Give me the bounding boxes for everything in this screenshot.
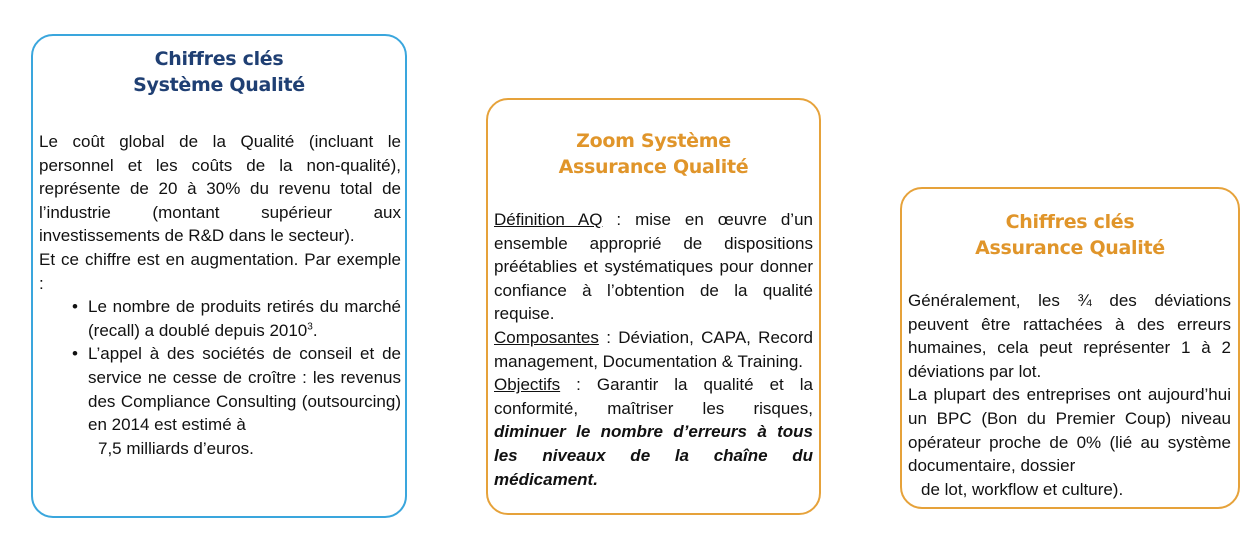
card-body bbox=[908, 289, 1231, 501]
paragraph-bpc bbox=[908, 383, 1231, 501]
card-title-line1: Zoom Système bbox=[576, 130, 731, 152]
bpc-last-line: de lot, workflow et culture). bbox=[921, 479, 1124, 499]
list-item-last-line: 7,5 milliards d’euros. bbox=[98, 438, 254, 458]
card-body bbox=[39, 130, 401, 460]
card-title bbox=[488, 128, 819, 180]
list-item-text: L’appel à des sociétés de conseil et de service ne cesse de croître : les revenus des Compliance Consulting (outsourcing) en 2014 est estimé à bbox=[88, 344, 401, 435]
paragraph-augmentation: Et ce chiffre est en augmentation. Par exemple : bbox=[39, 249, 401, 293]
card-title-line1: Chiffres clés bbox=[1005, 211, 1135, 233]
list-item-text: Le nombre de produits retirés du marché (recall) a doublé depuis 2010 bbox=[88, 297, 401, 340]
bpc-text: La plupart des entreprises ont aujourd’hui un BPC (Bon du Premier Coup) niveau opérateur proche de 0% (lié au système documentaire, dossier bbox=[908, 385, 1231, 476]
bullet-icon: • bbox=[72, 344, 78, 364]
bullet-icon: • bbox=[72, 297, 78, 317]
list-item-recall bbox=[39, 295, 401, 342]
list-item-conseil bbox=[39, 342, 401, 460]
card-title-line2: Assurance Qualité bbox=[558, 156, 749, 178]
card-body bbox=[494, 208, 813, 491]
composantes-text: : Déviation, CAPA, Record management, Documentation & Training. bbox=[494, 327, 813, 371]
definition-label: Définition AQ bbox=[494, 210, 603, 229]
paragraph-definition bbox=[494, 208, 813, 326]
card-title-line1: Chiffres clés bbox=[154, 48, 284, 70]
bullet-list bbox=[39, 295, 401, 460]
paragraph-composantes bbox=[494, 326, 813, 373]
card-title-line2: Assurance Qualité bbox=[975, 237, 1165, 259]
list-item-end: . bbox=[312, 320, 318, 340]
definition-text: : mise en œuvre d’un ensemble approprié de dispositions préétablies et systématiques pour donner confiance à l’obtention de la qualité requise. bbox=[494, 210, 813, 324]
paragraph-cout-global: Le coût global de la Qualité (incluant le personnel et les coûts de la non-qualité), représente de 20 à 30% du revenu total de l’industrie (montant supérieur aux investissements de R&D dans le secteur). bbox=[39, 132, 401, 246]
composantes-label: Composantes bbox=[494, 327, 599, 347]
card-chiffres-assurance-qualite bbox=[900, 187, 1240, 509]
objectifs-label: Objectifs bbox=[494, 375, 561, 395]
footnote-ref: 3 bbox=[307, 321, 313, 333]
card-systeme-qualite bbox=[31, 34, 407, 518]
card-title bbox=[33, 46, 405, 98]
objectifs-emphasis: diminuer le nombre d’erreurs à tous les niveaux de la chaîne du médicament. bbox=[494, 422, 813, 489]
card-title-line2: Système Qualité bbox=[133, 74, 305, 96]
card-zoom-assurance-qualite bbox=[486, 98, 821, 515]
paragraph-deviations: Généralement, les ¾ des déviations peuvent être rattachées à des erreurs humaines, cela peut représenter 1 à 2 déviations par lot. bbox=[908, 291, 1231, 381]
paragraph-objectifs bbox=[494, 373, 813, 491]
objectifs-text: : Garantir la qualité et la conformité, maîtriser les risques, bbox=[494, 375, 813, 418]
card-title bbox=[902, 209, 1238, 261]
